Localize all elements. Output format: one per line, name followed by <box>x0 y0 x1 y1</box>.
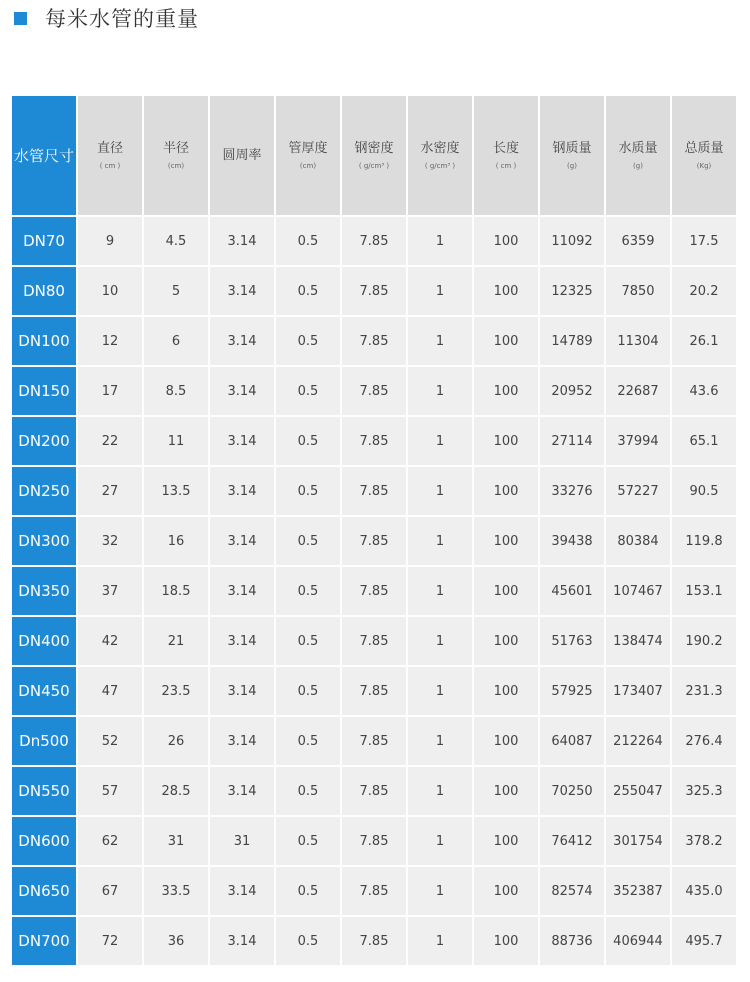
table-cell: 1 <box>408 367 472 415</box>
table-cell: 1 <box>408 867 472 915</box>
table-cell: 72 <box>78 917 142 965</box>
table-cell: 0.5 <box>276 867 340 915</box>
table-cell: 11304 <box>606 317 670 365</box>
table-cell: 1 <box>408 317 472 365</box>
table-cell: 0.5 <box>276 367 340 415</box>
table-cell: 33.5 <box>144 867 208 915</box>
table-cell: 107467 <box>606 567 670 615</box>
table-cell: 325.3 <box>672 767 736 815</box>
header-unit: (cm) <box>167 161 185 170</box>
table-cell: 7.85 <box>342 267 406 315</box>
table-cell: 153.1 <box>672 567 736 615</box>
table-cell: 80384 <box>606 517 670 565</box>
table-cell: 31 <box>144 817 208 865</box>
header-label: 钢质量 <box>552 140 592 156</box>
table-cell: 7.85 <box>342 467 406 515</box>
table-cell: 7.85 <box>342 767 406 815</box>
table-cell: 31 <box>210 817 274 865</box>
table-cell: 3.14 <box>210 217 274 265</box>
header-label: 长度 <box>492 140 519 156</box>
table-cell: 1 <box>408 567 472 615</box>
table-row <box>12 617 736 665</box>
table-cell: 378.2 <box>672 817 736 865</box>
table-cell: 100 <box>474 617 538 665</box>
table-cell: 7.85 <box>342 567 406 615</box>
table-row <box>12 267 736 315</box>
table-row <box>12 767 736 815</box>
table-cell: 100 <box>474 217 538 265</box>
table-cell: 100 <box>474 917 538 965</box>
table-cell: 21 <box>144 617 208 665</box>
header-cell <box>408 96 472 215</box>
table-cell: 1 <box>408 217 472 265</box>
table-row <box>12 217 736 265</box>
table-cell: 3.14 <box>210 317 274 365</box>
table-cell: 100 <box>474 667 538 715</box>
header-label: 水密度 <box>420 140 460 156</box>
table-cell: 26 <box>144 717 208 765</box>
table-cell: 0.5 <box>276 567 340 615</box>
table-cell: 0.5 <box>276 617 340 665</box>
table-cell: 32 <box>78 517 142 565</box>
table-cell: 3.14 <box>210 667 274 715</box>
table-cell: 1 <box>408 267 472 315</box>
table-cell: 6 <box>144 317 208 365</box>
table-cell: 36 <box>144 917 208 965</box>
table-cell: 3.14 <box>210 617 274 665</box>
table-cell: 12325 <box>540 267 604 315</box>
pipe-size-cell: DN650 <box>12 867 76 915</box>
table-cell: 7.85 <box>342 917 406 965</box>
pipe-size-cell: DN250 <box>12 467 76 515</box>
table-cell: 0.5 <box>276 517 340 565</box>
table-cell: 1 <box>408 667 472 715</box>
table-cell: 7.85 <box>342 667 406 715</box>
table-cell: 3.14 <box>210 917 274 965</box>
table-cell: 7.85 <box>342 717 406 765</box>
table-cell: 22 <box>78 417 142 465</box>
table-cell: 57227 <box>606 467 670 515</box>
table-cell: 14789 <box>540 317 604 365</box>
table-cell: 495.7 <box>672 917 736 965</box>
table-cell: 100 <box>474 317 538 365</box>
table-cell: 27114 <box>540 417 604 465</box>
table-cell: 39438 <box>540 517 604 565</box>
header-unit: (Kg) <box>696 161 712 170</box>
pipe-size-cell: DN80 <box>12 267 76 315</box>
table-row <box>12 417 736 465</box>
table-cell: 16 <box>144 517 208 565</box>
table-cell: 8.5 <box>144 367 208 415</box>
table-cell: 3.14 <box>210 417 274 465</box>
section-title-bar <box>14 4 199 32</box>
table-cell: 100 <box>474 717 538 765</box>
pipe-size-cell: DN150 <box>12 367 76 415</box>
table-cell: 5 <box>144 267 208 315</box>
table-cell: 10 <box>78 267 142 315</box>
table-cell: 7.85 <box>342 817 406 865</box>
header-unit: (g) <box>633 161 643 170</box>
pipe-size-cell: DN400 <box>12 617 76 665</box>
header-label: 水质量 <box>618 140 658 156</box>
table-cell: 435.0 <box>672 867 736 915</box>
table-cell: 100 <box>474 467 538 515</box>
header-cell <box>606 96 670 215</box>
table-row <box>12 867 736 915</box>
table-cell: 7.85 <box>342 367 406 415</box>
pipe-size-cell: Dn500 <box>12 717 76 765</box>
table-cell: 100 <box>474 367 538 415</box>
table-row <box>12 367 736 415</box>
table-cell: 406944 <box>606 917 670 965</box>
table-cell: 1 <box>408 817 472 865</box>
table-header <box>12 96 736 215</box>
table-cell: 37 <box>78 567 142 615</box>
table-cell: 100 <box>474 267 538 315</box>
table-cell: 1 <box>408 467 472 515</box>
table-cell: 173407 <box>606 667 670 715</box>
header-label: 管厚度 <box>288 140 328 156</box>
table-cell: 26.1 <box>672 317 736 365</box>
table-cell: 6359 <box>606 217 670 265</box>
header-cell <box>144 96 208 215</box>
table-cell: 20.2 <box>672 267 736 315</box>
table-cell: 1 <box>408 917 472 965</box>
table-cell: 0.5 <box>276 317 340 365</box>
table-cell: 7.85 <box>342 217 406 265</box>
table-cell: 119.8 <box>672 517 736 565</box>
table-cell: 1 <box>408 767 472 815</box>
table-cell: 18.5 <box>144 567 208 615</box>
pipe-size-cell: DN200 <box>12 417 76 465</box>
header-unit: (g) <box>567 161 577 170</box>
table-cell: 1 <box>408 617 472 665</box>
table-row <box>12 317 736 365</box>
table-cell: 1 <box>408 717 472 765</box>
table-cell: 76412 <box>540 817 604 865</box>
table-cell: 57 <box>78 767 142 815</box>
table-cell: 100 <box>474 517 538 565</box>
table-cell: 12 <box>78 317 142 365</box>
pipe-size-cell: DN300 <box>12 517 76 565</box>
table-cell: 100 <box>474 867 538 915</box>
table-cell: 0.5 <box>276 217 340 265</box>
table-cell: 231.3 <box>672 667 736 715</box>
table-row <box>12 717 736 765</box>
table-cell: 0.5 <box>276 417 340 465</box>
table-cell: 9 <box>78 217 142 265</box>
table-cell: 138474 <box>606 617 670 665</box>
table-cell: 23.5 <box>144 667 208 715</box>
header-label: 直径 <box>96 140 123 156</box>
table-cell: 27 <box>78 467 142 515</box>
table-cell: 42 <box>78 617 142 665</box>
table-cell: 51763 <box>540 617 604 665</box>
table-cell: 37994 <box>606 417 670 465</box>
table-cell: 3.14 <box>210 567 274 615</box>
header-unit: ( g/cm³ ) <box>358 161 390 170</box>
header-label: 半径 <box>162 140 189 156</box>
table-cell: 64087 <box>540 717 604 765</box>
table-row <box>12 517 736 565</box>
table-cell: 11 <box>144 417 208 465</box>
table-cell: 13.5 <box>144 467 208 515</box>
table-cell: 1 <box>408 417 472 465</box>
table-cell: 20952 <box>540 367 604 415</box>
header-cell-pipe-size: 水管尺寸 <box>12 96 76 215</box>
table-cell: 52 <box>78 717 142 765</box>
table-cell: 33276 <box>540 467 604 515</box>
header-unit: ( cm ) <box>495 161 517 170</box>
table-cell: 62 <box>78 817 142 865</box>
header-label: 圆周率 <box>222 147 262 163</box>
table-cell: 100 <box>474 567 538 615</box>
table-cell: 17 <box>78 367 142 415</box>
table-row <box>12 467 736 515</box>
table-cell: 7.85 <box>342 517 406 565</box>
table-cell: 1 <box>408 517 472 565</box>
table-cell: 0.5 <box>276 817 340 865</box>
pipe-size-cell: DN350 <box>12 567 76 615</box>
table-cell: 65.1 <box>672 417 736 465</box>
table-row <box>12 817 736 865</box>
table-cell: 90.5 <box>672 467 736 515</box>
pipe-weight-table <box>10 94 738 967</box>
table-cell: 301754 <box>606 817 670 865</box>
table-cell: 3.14 <box>210 867 274 915</box>
table-row <box>12 667 736 715</box>
table-cell: 7.85 <box>342 317 406 365</box>
table-cell: 17.5 <box>672 217 736 265</box>
table-cell: 0.5 <box>276 767 340 815</box>
table-cell: 100 <box>474 767 538 815</box>
table-cell: 7.85 <box>342 617 406 665</box>
header-cell <box>78 96 142 215</box>
header-label: 总质量 <box>684 140 724 156</box>
table-cell: 88736 <box>540 917 604 965</box>
table-cell: 352387 <box>606 867 670 915</box>
header-unit: ( g/cm³ ) <box>424 161 456 170</box>
table-cell: 3.14 <box>210 367 274 415</box>
table-cell: 3.14 <box>210 717 274 765</box>
table-cell: 11092 <box>540 217 604 265</box>
header-cell <box>540 96 604 215</box>
table-cell: 0.5 <box>276 917 340 965</box>
table-cell: 7.85 <box>342 417 406 465</box>
table-cell: 7850 <box>606 267 670 315</box>
header-cell <box>276 96 340 215</box>
table-cell: 0.5 <box>276 267 340 315</box>
table-cell: 190.2 <box>672 617 736 665</box>
table-cell: 0.5 <box>276 467 340 515</box>
header-unit: (cm) <box>299 161 317 170</box>
table-cell: 4.5 <box>144 217 208 265</box>
title-square-marker <box>14 12 27 25</box>
pipe-size-cell: DN70 <box>12 217 76 265</box>
table-cell: 3.14 <box>210 467 274 515</box>
table-cell: 3.14 <box>210 517 274 565</box>
table-cell: 45601 <box>540 567 604 615</box>
table-cell: 255047 <box>606 767 670 815</box>
page-title: 每米水管的重量 <box>45 7 199 31</box>
table-cell: 212264 <box>606 717 670 765</box>
table-cell: 47 <box>78 667 142 715</box>
table-cell: 22687 <box>606 367 670 415</box>
table-cell: 100 <box>474 417 538 465</box>
table-body <box>12 217 736 965</box>
table-cell: 0.5 <box>276 667 340 715</box>
pipe-size-cell: DN100 <box>12 317 76 365</box>
table-row <box>12 567 736 615</box>
table-cell: 57925 <box>540 667 604 715</box>
header-row <box>12 96 736 215</box>
header-cell <box>210 96 274 215</box>
table-cell: 3.14 <box>210 767 274 815</box>
table-cell: 82574 <box>540 867 604 915</box>
header-unit: ( cm ) <box>99 161 121 170</box>
table-cell: 70250 <box>540 767 604 815</box>
pipe-size-cell: DN450 <box>12 667 76 715</box>
table-cell: 43.6 <box>672 367 736 415</box>
header-cell <box>672 96 736 215</box>
table-cell: 276.4 <box>672 717 736 765</box>
pipe-size-cell: DN600 <box>12 817 76 865</box>
header-cell <box>342 96 406 215</box>
table-cell: 3.14 <box>210 267 274 315</box>
table-cell: 7.85 <box>342 867 406 915</box>
table-row <box>12 917 736 965</box>
header-cell <box>474 96 538 215</box>
table-cell: 67 <box>78 867 142 915</box>
table-cell: 28.5 <box>144 767 208 815</box>
pipe-size-cell: DN550 <box>12 767 76 815</box>
table-cell: 100 <box>474 817 538 865</box>
header-label: 钢密度 <box>354 140 394 156</box>
pipe-size-cell: DN700 <box>12 917 76 965</box>
table-cell: 0.5 <box>276 717 340 765</box>
